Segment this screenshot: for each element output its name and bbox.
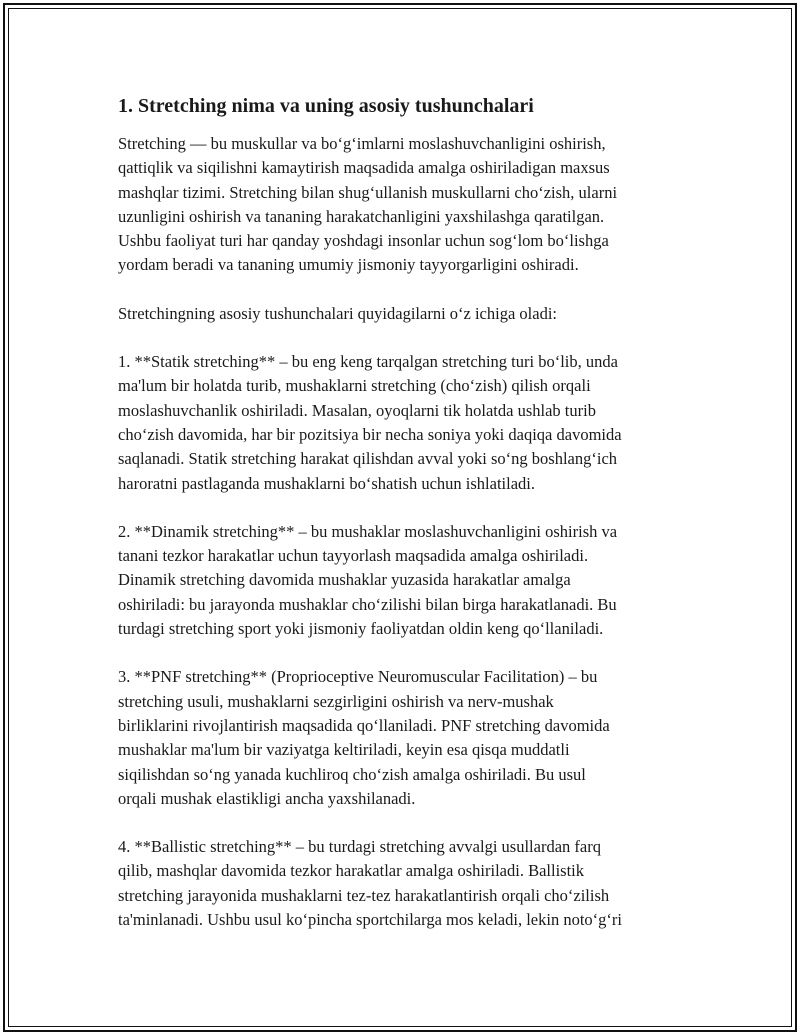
paragraph-ballistic-stretching: 4. **Ballistic stretching** – bu turdagi stretching avvalgi usullardan farq qilib, mashqlar davomida tezkor harakatlar amalga oshiriladi. Ballistik stretching jarayonida mushaklarni tez-tez harakatlantirish orqali cho‘zilish ta'minlanadi. Ushbu usul ko‘pincha sportchilarga mos keladi, lekin noto‘g‘ri: [118, 837, 622, 930]
paragraph-concepts-lead: Stretchingning asosiy tushunchalari quyidagilarni o‘z ichiga oladi:: [118, 303, 557, 323]
document-body: [118, 92, 718, 956]
paragraph-dynamic-stretching: 2. **Dinamik stretching** – bu mushaklar moslashuvchanligini oshirish va tanani tezkor harakatlar uchun tayyorlash maqsadida amalga oshiriladi. Dinamik stretching davomida mushaklar yuzasida harakatlar amalga oshiriladi: bu jarayonda mushaklar cho‘zilishi bilan birga harakatlanadi. Bu turdagi stretching sport yoki jismoniy faoliyatdan oldin keng qo‘llaniladi.: [118, 521, 618, 639]
paragraph-intro: Stretching — bu muskullar va bo‘g‘imlarni moslashuvchanligini oshirish, qattiqlik va siqilishni kamaytirish maqsadida amalga oshiriladigan maxsus mashqlar tizimi. Stretching bilan shug‘ullanish muskullarni cho‘zish, ularni uzunligini oshirish va tananing harakatchanligini yaxshilashga qaratilgan. Ushbu faoliyat turi har qanday yoshdagi insonlar uchun sog‘lom bo‘lishga yordam beradi va tananing umumiy jismoniy tayyorgarligini oshiradi.: [118, 134, 618, 275]
section-heading: 1. Stretching nima va uning asosiy tushunchalari: [118, 95, 534, 117]
paragraph-static-stretching: 1. **Statik stretching** – bu eng keng tarqalgan stretching turi bo‘lib, unda ma'lum bir holatda turib, mushaklarni stretching (cho‘zish) qilish orqali moslashuvchanlik oshiriladi. Masalan, oyoqlarni tik holatda ushlab turib cho‘zish davomida, har bir pozitsiya bir necha soniya yoki daqiqa davomida saqlanadi. Statik stretching harakat qilishdan avval yoki so‘ng boshlang‘ich haroratni pastlaganda mushaklarni bo‘shatish uchun ishlatiladi.: [118, 352, 622, 493]
paragraph-pnf-stretching: 3. **PNF stretching** (Proprioceptive Neuromuscular Facilitation) – bu stretching usuli, mushaklarni sezgirligini oshirish va nerv-mushak birliklarini rivojlantirish maqsadida qo‘llaniladi. PNF stretching davomida mushaklar ma'lum bir vaziyatga keltiriladi, keyin esa qisqa muddatli siqilishdan so‘ng yanada kuchliroq cho‘zish amalga oshiriladi. Bu usul orqali mushak elastikligi ancha yaxshilanadi.: [118, 667, 610, 808]
